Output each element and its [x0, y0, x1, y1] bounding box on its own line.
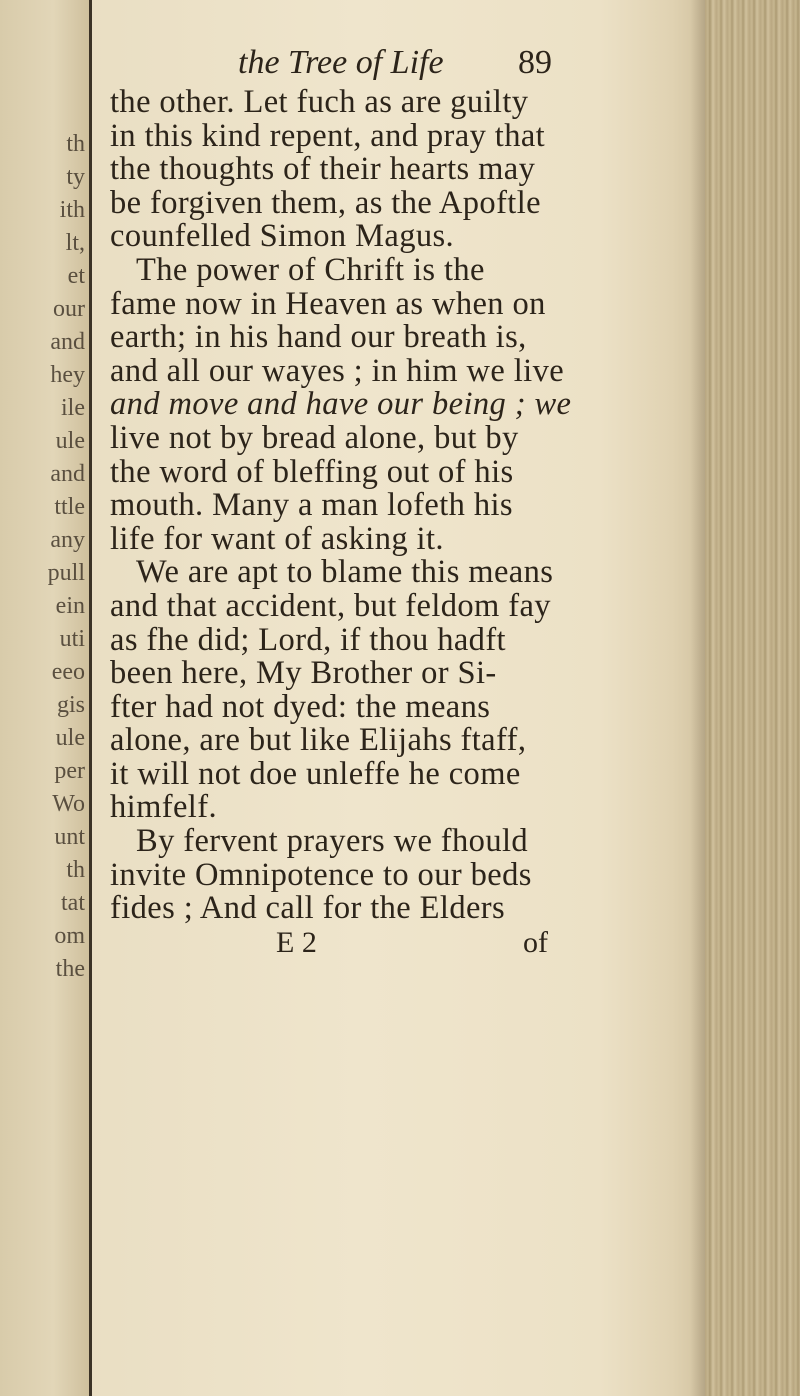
book-fore-edge: [705, 0, 800, 1396]
fragment: ty: [66, 164, 85, 190]
text-line: alone, are but like Elijahs ftaff,: [110, 722, 527, 759]
fragment: ein: [55, 593, 85, 619]
text-line: the other. Let fuch as are guilty: [110, 84, 529, 120]
fragment: the: [55, 956, 85, 982]
running-head-title: the Tree of Life: [238, 44, 444, 81]
fragment: ule: [55, 428, 85, 454]
text-line: live not by bread alone, but by: [110, 419, 519, 456]
fragment: om: [54, 923, 85, 949]
previous-page-line-fragments: [0, 128, 85, 986]
text-line: himfelf.: [110, 789, 217, 826]
fragment: our: [53, 296, 85, 322]
signature-mark: E 2: [276, 925, 317, 959]
fragment: pull: [47, 560, 85, 586]
text-line: earth; in his hand our breath is,: [110, 319, 527, 356]
book-page: [98, 40, 698, 960]
text-line: mouth. Many a man lofeth his: [110, 487, 513, 524]
text-line: it will not doe unleffe he come: [110, 755, 521, 792]
fragment: tat: [61, 890, 85, 916]
text-line: the word of bleffing out of his: [110, 453, 514, 490]
text-line: The power of Chrift is the: [136, 251, 485, 288]
fragment: unt: [54, 824, 85, 850]
fragment: ule: [55, 725, 85, 751]
catchword: of: [523, 925, 548, 959]
body-text: [98, 86, 698, 926]
text-line: invite Omnipotence to our beds: [110, 856, 532, 893]
fragment: and: [50, 461, 85, 487]
fragment: gis: [56, 692, 85, 718]
text-line: be forgiven them, as the Apoftle: [110, 184, 541, 221]
page-footer: [98, 926, 698, 960]
fragment: uti: [59, 626, 85, 652]
text-line: as fhe did; Lord, if thou hadft: [110, 621, 506, 658]
fragment: hey: [50, 362, 85, 388]
text-line: in this kind repent, and pray that: [110, 117, 546, 154]
fragment: th: [66, 857, 85, 883]
running-head: [98, 40, 698, 86]
fragment: ttle: [54, 494, 85, 520]
text-line: and that accident, but feldom fay: [110, 587, 551, 624]
text-line: and move and have our being ; we: [110, 386, 572, 423]
fragment: and: [50, 329, 85, 355]
fragment: th: [66, 131, 85, 157]
text-line: life for want of asking it.: [110, 520, 444, 557]
text-line: fter had not dyed: the means: [110, 688, 491, 725]
fragment: any: [50, 527, 85, 553]
text-line: the thoughts of their hearts may: [110, 151, 536, 188]
text-line: counfelled Simon Magus.: [110, 218, 455, 255]
text-line: fame now in Heaven as when on: [110, 285, 546, 322]
fragment: Wo: [52, 791, 85, 817]
fragment: eeo: [51, 659, 85, 685]
fragment: ile: [61, 395, 85, 421]
page-number: 89: [518, 44, 552, 81]
text-line: been here, My Brother or Si-: [110, 655, 497, 692]
text-line: fides ; And call for the Elders: [110, 890, 506, 927]
fragment: lt,: [65, 230, 85, 256]
fragment: ith: [59, 197, 85, 223]
fragment: per: [54, 758, 85, 784]
text-line: and all our wayes ; in him we live: [110, 352, 565, 389]
text-line: By fervent prayers we fhould: [136, 823, 529, 860]
fragment: et: [67, 263, 85, 289]
text-line: We are apt to blame this means: [136, 554, 554, 591]
